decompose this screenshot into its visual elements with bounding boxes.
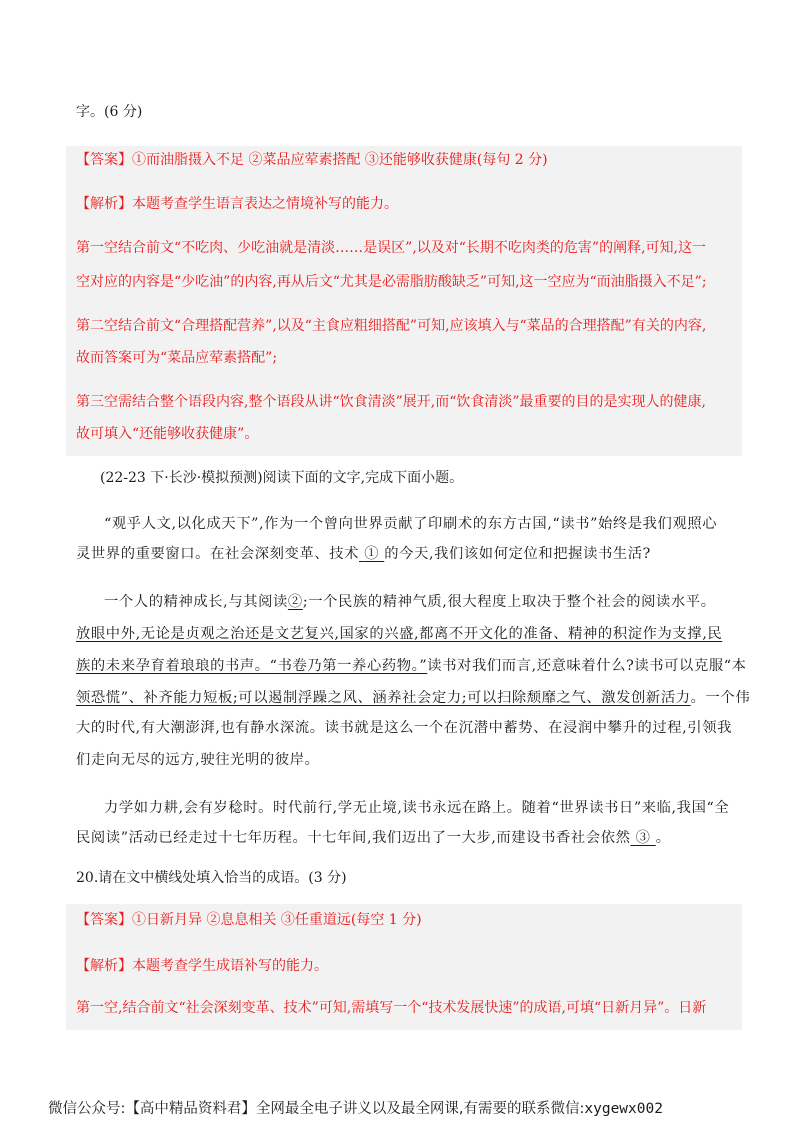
footer-note: 微信公众号:【高中精品资料君】全网最全电子讲义以及最全网课,有需要的联系微信:xygewx002 [48, 1101, 663, 1117]
analysis-line: 第二空结合前文“合理搭配营养”,以及“主食应粗细搭配”可知,应该填入与“菜品的合理搭配”有关的内容, [76, 318, 707, 334]
passage-line: 放眼中外,无论是贞观之治还是文艺复兴,国家的兴盛,都离不开文化的准备、精神的积淀作为支撑,民 [76, 626, 723, 642]
passage-line: 族的未来孕育着琅琅的书声。“书卷乃第一养心药物。”读书对我们而言,还意味着什么?读书可以克服“本 [76, 658, 747, 674]
analysis-line: 第一空,结合前文“社会深刻变革、技术”可知,需填写一个“技术发展快速”的成语,可填“日新月异”。日新 [76, 1000, 707, 1016]
question-continuation: 字。(6 分) [76, 104, 143, 120]
analysis-intro-1 [76, 194, 398, 214]
passage-line: 力学如力耕,会有岁稔时。时代前行,学无止境,读书永远在路上。随着“世界读书日”来临,我国“全 [104, 800, 730, 816]
passage-line: 灵世界的重要窗口。在社会深刻变革、技术 ① 的今天,我们该如何定位和把握读书生活? [76, 546, 651, 562]
analysis-text: 本题考查学生成语补写的能力。 [132, 958, 328, 974]
blank-3: ③ [635, 830, 651, 846]
answer-line-2 [76, 910, 422, 930]
answer-line-1 [76, 150, 548, 170]
analysis-line: 故而答案可为“菜品应荤素搭配”; [76, 350, 278, 366]
analysis-intro-2 [76, 956, 328, 976]
passage-line: 一个人的精神成长,与其阅读②;一个民族的精神气质,很大程度上取决于整个社会的阅读水平。 [104, 594, 716, 610]
analysis-text: 本题考查学生语言表达之情境补写的能力。 [132, 196, 398, 212]
analysis-line: 故可填入“还能够收获健康”。 [76, 426, 259, 442]
passage-line: “观乎人文,以化成天下”,作为一个曾向世界贡献了印刷术的东方古国,“读书”始终是我们观照心 [104, 516, 718, 532]
passage-line: 们走向无尽的远方,驶往光明的彼岸。 [76, 752, 320, 768]
answer-text: ①而油脂摄入不足 ②菜品应荤素搭配 ③还能够收获健康(每句 2 分) [132, 152, 548, 168]
answer-tag: 【答案】 [76, 152, 132, 168]
passage-line: 大的时代,有大潮澎湃,也有静水深流。读书就是这么一个在沉潜中蓄势、在浸润中攀升的过程,引领我 [76, 720, 732, 736]
passage-line: 领恐慌”、补齐能力短板;可以遏制浮躁之风、涵养社会定力;可以扫除颓靡之气、激发创新活力。一个伟 [76, 690, 751, 706]
analysis-line: 第三空需结合整个语段内容,整个语段从讲“饮食清淡”展开,而“饮食清淡”最重要的目的是实现人的健康, [76, 394, 706, 410]
analysis-tag: 【解析】 [76, 196, 132, 212]
analysis-line: 第一空结合前文“不吃肉、少吃油就是清淡……是误区”,以及对“长期不吃肉类的危害”的阐释,可知,这一 [76, 240, 706, 256]
blank-2: ② [287, 594, 303, 610]
wechat-id: xygewx002 [584, 1101, 663, 1117]
analysis-tag: 【解析】 [76, 958, 132, 974]
answer-tag: 【答案】 [76, 912, 132, 928]
blank-1: ① [364, 546, 380, 562]
reading-intro: (22-23 下·长沙·模拟预测)阅读下面的文字,完成下面小题。 [100, 470, 464, 486]
question-20: 20.请在文中横线处填入恰当的成语。(3 分) [76, 870, 347, 886]
analysis-line: 空对应的内容是“少吃油”的内容,再从后文“尤其是必需脂肪酸缺乏”可知,这一空应为“而油脂摄入不足”; [76, 274, 707, 290]
passage-line: 民阅读”活动已经走过十七年历程。十七年间,我们迈出了一大步,而建设书香社会依然 ③ 。 [76, 830, 671, 846]
answer-text: ①日新月异 ②息息相关 ③任重道远(每空 1 分) [132, 912, 422, 928]
